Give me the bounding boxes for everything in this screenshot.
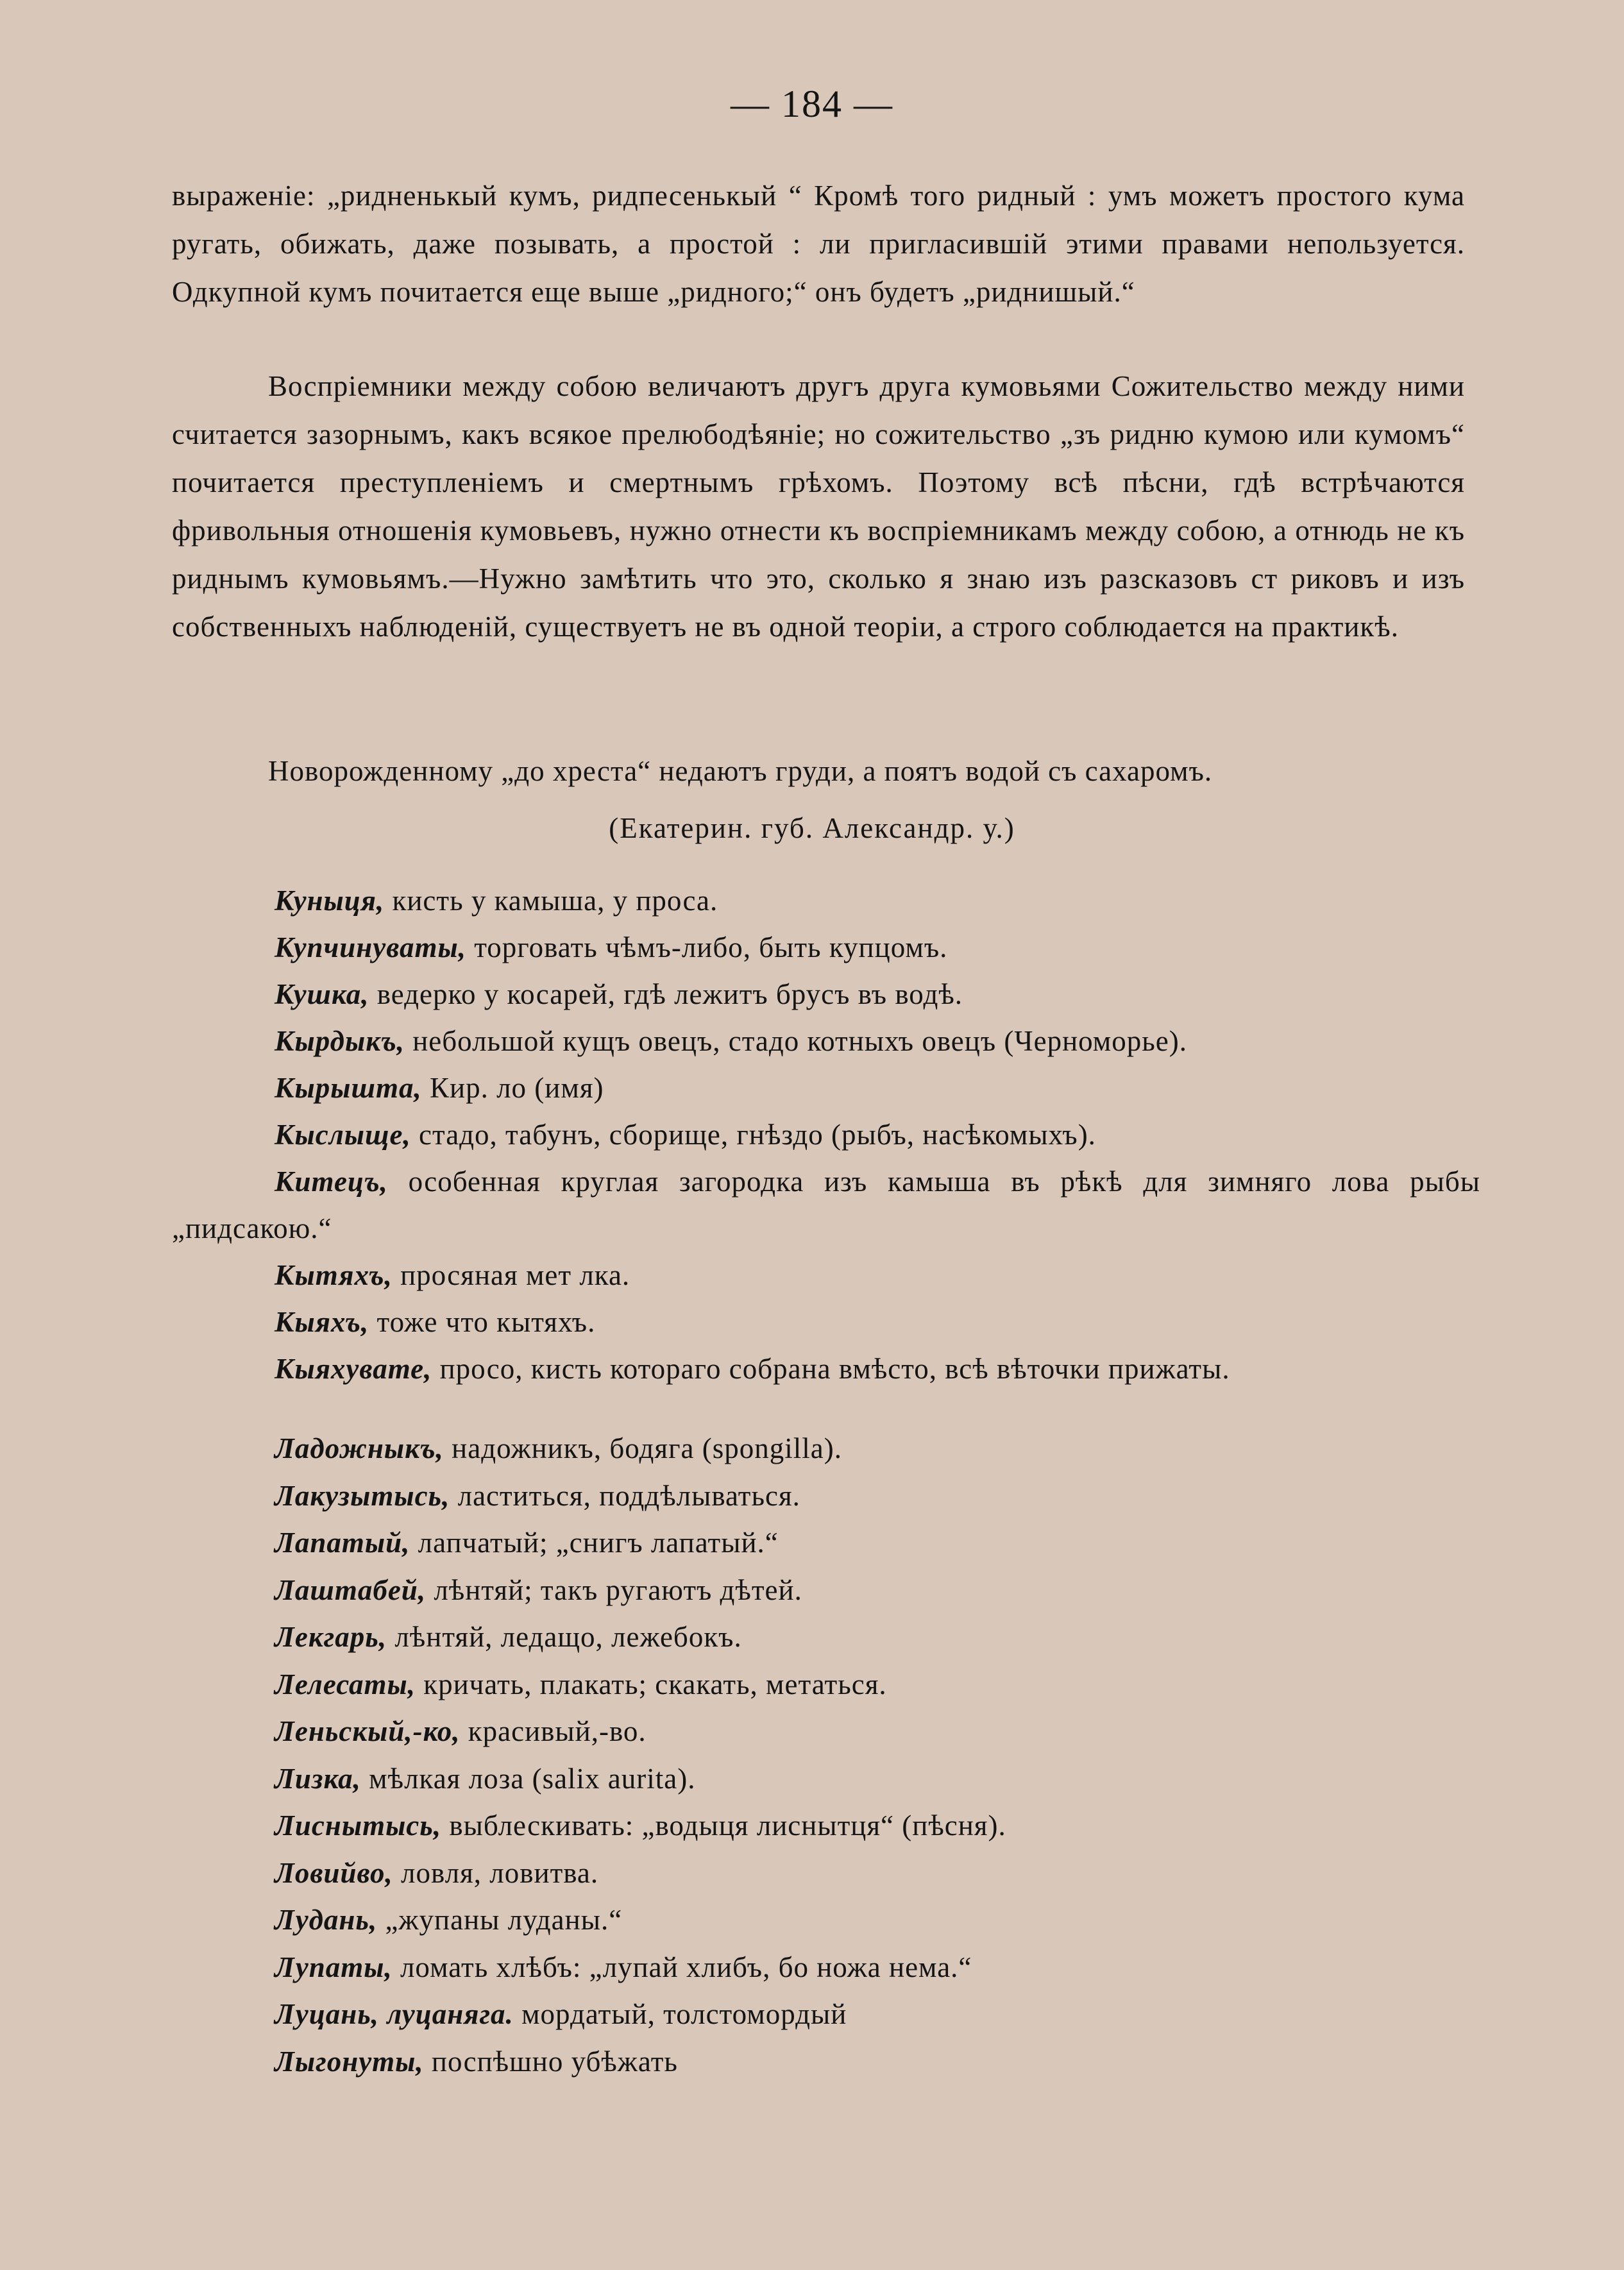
dictionary-entry [172, 2038, 1480, 2086]
entry-headword: Лупаты, [275, 1951, 393, 1983]
dictionary-entry [172, 971, 1480, 1018]
entry-headword: Кыяхувате, [275, 1353, 432, 1385]
dictionary-entry [172, 877, 1480, 924]
dictionary-entry [172, 1708, 1480, 1756]
entry-definition: „жупаны луданы.“ [377, 1904, 623, 1936]
entry-headword: Кыяхъ, [275, 1306, 369, 1338]
paragraph-2: Воспріемники между собою величаютъ другъ друга кумовьями Сожительство между ними считается зазорнымъ, какъ всякое прелюбодѣяніе; но сожительство „зъ ридню кумою или кумомъ“ почитается преступленіемъ и смертнымъ грѣхомъ. Поэтому всѣ пѣсни, гдѣ встрѣчаются фривольныя отношенія кумовьевъ, нужно отнести къ воспріемникамъ между собою, а отнюдь не къ риднымъ кумовьямъ.—Нужно замѣтить что это, сколько я знаю изъ разсказовъ ст риковъ и изъ собственныхъ наблюденій, существуетъ не въ одной теоріи, а строго соблюдается на практикѣ. [172, 370, 1465, 643]
entry-definition: лапчатый; „снигъ лапатый.“ [410, 1527, 779, 1559]
dictionary-entry [172, 1944, 1480, 1992]
entry-headword: Кырдыкъ, [275, 1025, 405, 1057]
entry-headword: Ладожныкъ, [275, 1432, 444, 1464]
entry-headword: Китецъ, [275, 1165, 388, 1198]
entry-headword: Леньскый,-ко, [275, 1715, 461, 1747]
dictionary-entry [172, 1567, 1480, 1614]
entry-definition: красивый,-во. [460, 1715, 647, 1747]
entry-headword: Луцань, луцаняга. [275, 1998, 514, 2030]
dictionary-entry [172, 1425, 1480, 1473]
source-note: (Екатерин. губ. Александр. у.) [609, 812, 1015, 844]
dictionary-entries-k [172, 877, 1480, 1393]
dictionary-entry [172, 1520, 1480, 1567]
dictionary-entry [172, 1614, 1480, 1661]
dictionary-entry [172, 1897, 1480, 1944]
dictionary-entry [172, 1346, 1480, 1393]
entry-definition: ловля, ловитва. [393, 1856, 599, 1889]
entry-definition: Кир. ло (имя) [421, 1072, 604, 1104]
entry-definition: просо, кисть котораго собрана вмѣсто, всѣ вѣточки прижаты. [432, 1353, 1230, 1385]
dictionary-entry [172, 1991, 1480, 2038]
page-number: — 184 — [731, 83, 893, 125]
paragraph-3: Новорожденному „до хреста“ недаютъ груди, а поятъ водой съ сахаромъ. [268, 755, 1213, 787]
entry-definition: небольшой кущъ овецъ, стадо котныхъ овецъ (Черноморье). [404, 1025, 1188, 1057]
entry-definition: стадо, табунъ, сборище, гнѣздо (рыбъ, насѣкомыхъ). [410, 1119, 1096, 1151]
entry-definition: ломать хлѣбъ: „лупай хлибъ, бо ножа нема.“ [392, 1951, 972, 1983]
dictionary-entry [172, 1850, 1480, 1897]
dictionary-entry [172, 1802, 1480, 1850]
dictionary-entry [172, 1252, 1480, 1299]
entry-definition: тоже что кытяхъ. [369, 1306, 596, 1338]
entry-definition: лѣнтяй; такъ ругаютъ дѣтей. [426, 1573, 802, 1606]
entry-definition: торговать чѣмъ-либо, быть купцомъ. [466, 931, 948, 963]
dictionary-entry [172, 1756, 1480, 1803]
entry-headword: Куныця, [275, 885, 385, 917]
dictionary-entry [172, 1158, 1480, 1252]
entry-headword: Кытяхъ, [275, 1259, 393, 1291]
entry-definition: поспѣшно убѣжать [423, 2045, 678, 2078]
dictionary-entry [172, 924, 1480, 971]
entry-definition: просяная мет лка. [392, 1259, 630, 1291]
dictionary-entry [172, 1299, 1480, 1346]
dictionary-entry [172, 1112, 1480, 1158]
entry-definition: надожникъ, бодяга (spongilla). [443, 1432, 842, 1464]
entry-headword: Лизка, [275, 1762, 361, 1795]
entry-headword: Кушка, [275, 978, 369, 1010]
entry-headword: Кырышта, [275, 1072, 422, 1104]
entry-headword: Купчинуваты, [275, 931, 466, 963]
dictionary-entry [172, 1473, 1480, 1520]
entry-definition: мордатый, толстомордый [513, 1998, 847, 2030]
entry-headword: Лыгонуты, [275, 2045, 424, 2078]
entry-headword: Лелесаты, [275, 1668, 416, 1700]
entry-definition: ластиться, поддѣлываться. [450, 1479, 800, 1512]
dictionary-entry [172, 1661, 1480, 1709]
entry-headword: Лекгарь, [275, 1621, 387, 1653]
paragraph-1: выраженіе: „ридненькый кумъ, ридпесенькый “ Кромѣ того ридный : умъ можетъ простого кума ругать, обижать, даже позывать, а простой : ли пригласившій этими правами непользуется. Одкупной кумъ почитается еще выше „ридного;“ онъ будетъ „риднишый.“ [172, 180, 1465, 308]
entry-definition: выблескивать: „водыця лиснытця“ (пѣсня). [441, 1809, 1006, 1842]
dictionary-entry [172, 1065, 1480, 1112]
dictionary-entries-l [172, 1425, 1480, 2085]
entry-definition: кричать, плакать; скакать, метаться. [415, 1668, 887, 1700]
dictionary-entry [172, 1018, 1480, 1065]
entry-headword: Лиснытысь, [275, 1809, 442, 1842]
entry-headword: Лудань, [275, 1904, 378, 1936]
entry-definition: лѣнтяй, ледащо, лежебокъ. [387, 1621, 742, 1653]
entry-headword: Лакузытысь, [275, 1479, 450, 1512]
entry-headword: Лаштабей, [275, 1573, 427, 1606]
entry-definition: кисть у камыша, у проса. [384, 885, 718, 917]
entry-headword: Ловийво, [275, 1856, 393, 1889]
entry-definition: мѣлкая лоза (salix aurita). [360, 1762, 696, 1795]
entry-definition: особенная круглая загородка изъ камыша въ рѣкѣ для зимняго лова рыбы „пидсакою.“ [172, 1165, 1480, 1244]
entry-headword: Кыслыще, [275, 1119, 411, 1151]
entry-definition: ведерко у косарей, гдѣ лежитъ брусъ въ водѣ. [369, 978, 963, 1010]
entry-headword: Лапатый, [275, 1527, 410, 1559]
